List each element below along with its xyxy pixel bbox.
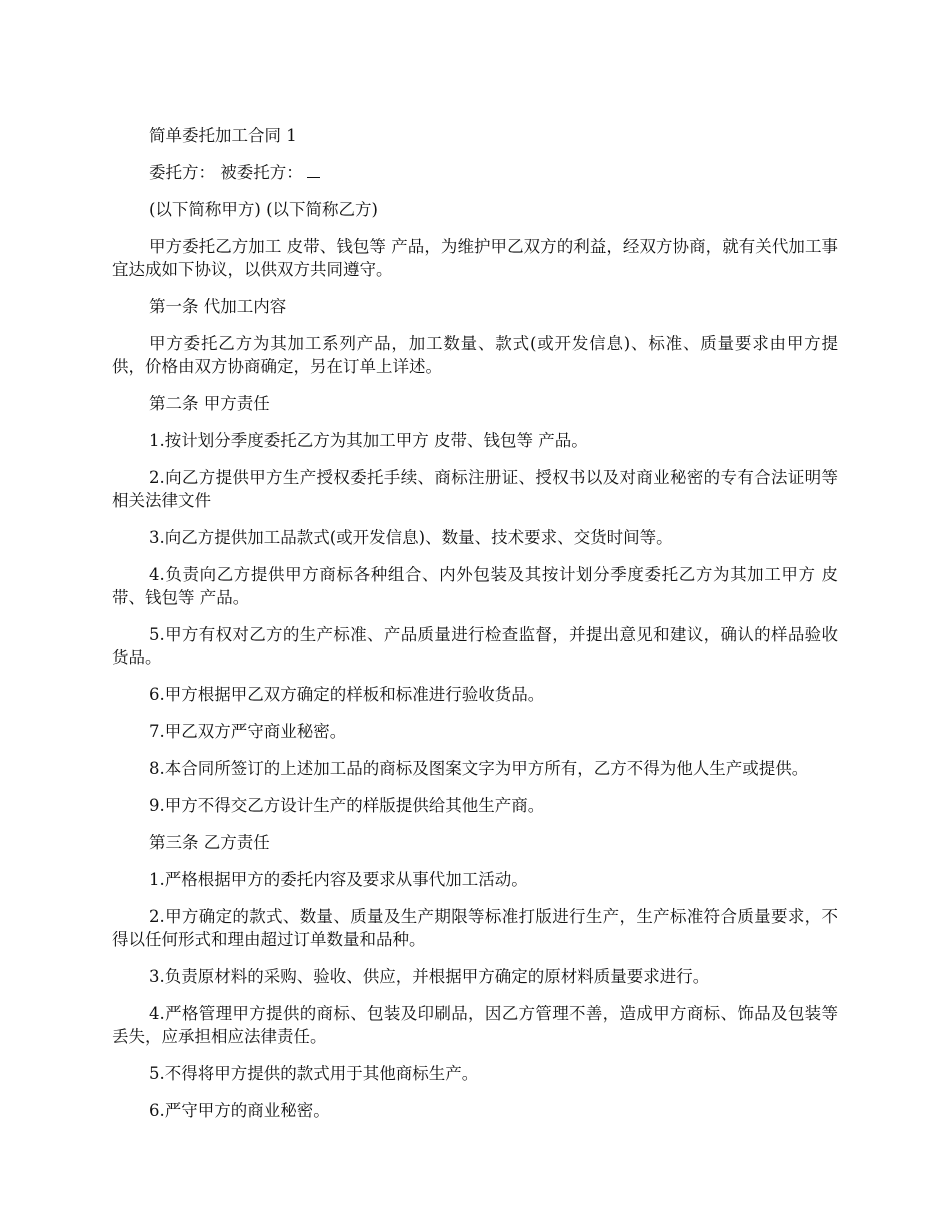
article-1-body: 甲方委托乙方为其加工系列产品，加工数量、款式(或开发信息)、标准、质量要求由甲方提供，价格由双方协商确定，另在订单上详述。 (112, 334, 838, 376)
abbreviation-line: (以下简称甲方) (以下简称乙方) (149, 200, 378, 219)
article-3-item: 4.严格管理甲方提供的商标、包装及印刷品，因乙方管理不善，造成甲方商标、饰品及包装等丢失，应承担相应法律责任。 (112, 1004, 838, 1046)
parties-line (112, 161, 838, 184)
article-2-item: 7.甲乙双方严守商业秘密。 (149, 722, 347, 741)
article-2-item: 4.负责向乙方提供甲方商标各种组合、内外包装及其按计划分季度委托乙方为其加工甲方 皮带、钱包等 产品。 (112, 565, 838, 607)
article-2-item: 8.本合同所签订的上述加工品的商标及图案文字为甲方所有，乙方不得为他人生产或提供。 (149, 759, 809, 778)
article-3-heading: 第三条 乙方责任 (149, 833, 270, 852)
article-1-heading: 第一条 代加工内容 (149, 297, 287, 316)
document-body (112, 124, 838, 1136)
article-3-item: 6.严守甲方的商业秘密。 (149, 1101, 330, 1120)
article-3-item: 5.不得将甲方提供的款式用于其他商标生产。 (149, 1064, 479, 1083)
article-2-item: 1.按计划分季度委托乙方为其加工甲方 皮带、钱包等 产品。 (149, 431, 588, 450)
article-3-item: 2.甲方确定的款式、数量、质量及生产期限等标准打版进行生产，生产标准符合质量要求，不得以任何形式和理由超过订单数量和品种。 (112, 907, 838, 949)
article-2-item: 9.甲方不得交乙方设计生产的样版提供给其他生产商。 (149, 796, 545, 815)
article-3-item: 3.负责原材料的采购、验收、供应，并根据甲方确定的原材料质量要求进行。 (149, 967, 710, 986)
article-2-item: 5.甲方有权对乙方的生产标准、产品质量进行检查监督，并提出意见和建议，确认的样品验收货品。 (112, 625, 838, 667)
document-title: 简单委托加工合同 1 (149, 126, 297, 145)
article-3-item: 1.严格根据甲方的委托内容及要求从事代加工活动。 (149, 870, 528, 889)
article-2-item: 2.向乙方提供甲方生产授权委托手续、商标注册证、授权书以及对商业秘密的专有合法证明等相关法律文件 (112, 468, 838, 510)
intro-paragraph: 甲方委托乙方加工 皮带、钱包等 产品，为维护甲乙双方的利益，经双方协商，就有关代加工事宜达成如下协议，以供双方共同遵守。 (112, 237, 838, 279)
article-2-item: 6.甲方根据甲乙双方确定的样板和标准进行验收货品。 (149, 685, 545, 704)
article-2-heading: 第二条 甲方责任 (149, 394, 270, 413)
article-2-item: 3.向乙方提供加工品款式(或开发信息)、数量、技术要求、交货时间等。 (149, 528, 673, 547)
parties-text: 委托方： 被委托方： (149, 163, 303, 182)
entrusted-party-blank (307, 163, 320, 178)
